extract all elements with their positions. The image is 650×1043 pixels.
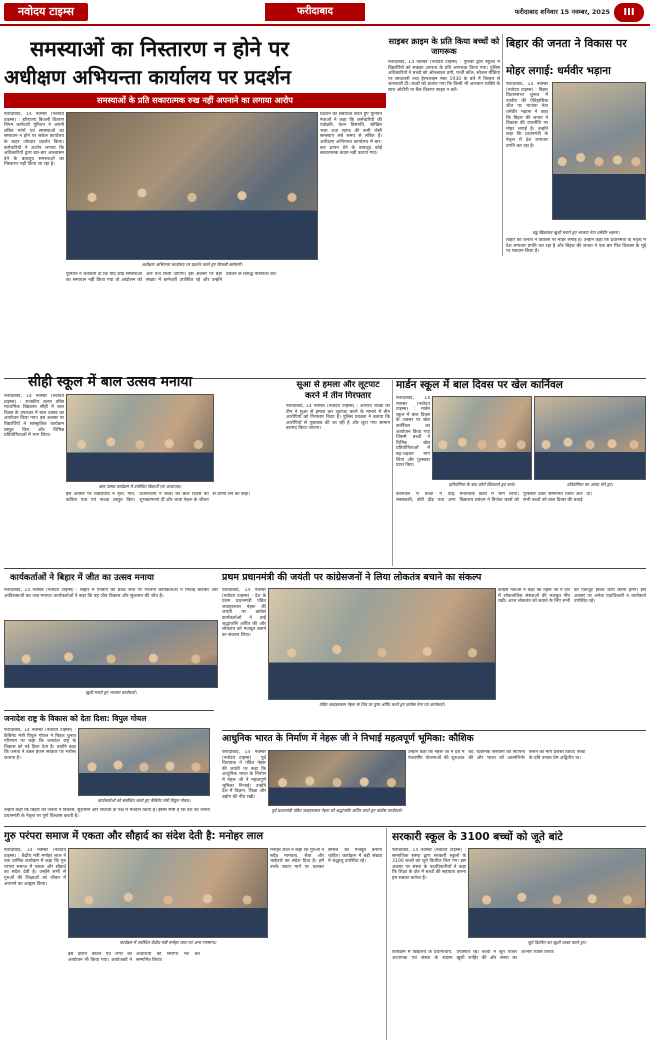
vipul-body-more <box>4 808 210 824</box>
top-headline-2: अधीक्षण अभियन्ता कार्यालय पर प्रदर्शन <box>4 65 291 89</box>
top-strap: समस्याओं के प्रति सकारात्मक रुख नहीं अपनाने का लगाया आरोप <box>4 93 386 108</box>
modern-body: फरीदाबाद, 14 नवम्बर (नवोदय टाइम्स) : मार्डन स्कूल में बाल दिवस के अवसर पर खेल कार्निवल का आयोजन किया गया जिसमें बच्चों ने विभिन्न खेल प्रतियोगिताओं में बढ़-चढ़कर भाग लिया और पुरस्कार प्राप्त किए। <box>396 396 430 469</box>
bihar-caption: लड्डू खिलाकर खुशी मनाते हुए भाजपा नेता धर्मवीर भड़ाना। <box>532 230 620 235</box>
shoes-body: फरीदाबाद, 14 नवम्बर (नवोदय टाइम्स) : सामाजिक संस्था द्वारा सरकारी स्कूलों के 3100 बच्चों को जूते वितरित किए गए। इस अवसर पर संस्था के पदाधिकारियों ने कहा कि शिक्षा के क्षेत्र में बच्चों की सहायता करना हम सबका कर्तव्य है। <box>392 848 466 881</box>
nehru-photo <box>268 750 406 806</box>
attack-headline-b: करने में तीन गिरफ्तार <box>304 391 371 401</box>
top-story-body-3: यूनियन ने चेतावनी दी कि यदि शीघ्र समस्याओं का समाधान नहीं किया गया तो आंदोलन को और तेज किया जाएगा। इस अवसर पर बड़ी संख्या में कर्मचारी उपस्थित रहे और उन्होंने प्रबंधन के विरुद्ध नारेबाजी की। <box>66 272 277 283</box>
nehru-headline: आधुनिक भारत के निर्माण में नेहरू जी ने निभाई महत्वपूर्ण भूमिका: कौशिक <box>222 733 474 744</box>
modern-photo-2 <box>534 396 646 480</box>
students-group <box>67 429 213 481</box>
top-headline-1: समस्याओं का निस्तारण न होने पर <box>30 37 289 61</box>
cyber-headline: साइबर क्राइम के प्रति किया बच्चों को जागरूक <box>388 36 500 56</box>
top-story-body-2: प्रदर्शन को संबोधित करते हुए यूनियन नेताओं ने कहा कि कर्मचारियों की पदोन्नति, वेतन विसंगति, जोखिम भत्ता तथा स्टाफ की कमी जैसी समस्याएं लंबे समय से लंबित हैं। अधीक्षण अभियन्ता कार्यालय में बार-बार ज्ञापन देने के बावजूद कोई सकारात्मक कदम नहीं उठाया गया। <box>320 112 382 157</box>
guru-body: फरीदाबाद, 14 नवम्बर (नवोदय टाइम्स) : केंद्रीय मंत्री मनोहर लाल ने एक धार्मिक कार्यक्रम में कहा कि गुरु परंपरा समाज में एकता और सौहार्द का संदेश देती है। उन्होंने सभी से गुरुओं की शिक्षाओं को जीवन में अपनाने का आह्वान किया। <box>4 848 66 887</box>
attack-headline-a: सूआ से हमला और लूटपाट <box>296 380 380 390</box>
guru-caption: कार्यक्रम में उपस्थित केंद्रीय मंत्री मनोहर लाल एवं अन्य गणमान्य। <box>119 940 217 945</box>
congress-body: फरीदाबाद, 14 नवम्बर (नवोदय टाइम्स) : देश के प्रथम प्रधानमंत्री पंडित जवाहरलाल नेहरू की जयंती पर कांग्रेस कार्यकर्ताओं ने उन्हें श्रद्धांजलि अर्पित की और लोकतंत्र को मजबूत बनाने का संकल्प लिया। <box>222 588 266 638</box>
top-story-photo <box>66 112 318 260</box>
vipul-caption: कार्यकर्ताओं को संबोधित करते हुए कैबिनेट मंत्री विपुल गोयल। <box>97 798 191 803</box>
masthead <box>0 0 650 26</box>
workers-headline: कार्यकर्ताओं ने बिहार में जीत का उत्सव मनाया <box>10 573 155 583</box>
top-story-caption: अधीक्षण अभियन्ता कार्यालय पर प्रदर्शन करते हुए बिजली कर्मचारी। <box>141 262 243 267</box>
students-with-shoes <box>469 884 645 937</box>
guru-headline: गुरु परंपरा समाज में एकता और सौहार्द का संदेश देती है: मनोहर लाल <box>4 831 264 842</box>
brand-logo <box>4 3 88 21</box>
children-group <box>433 430 531 479</box>
shoes-headline: सरकारी स्कूल के 3100 बच्चों को जूते बांटे <box>392 831 563 843</box>
bihar-body: फरीदाबाद, 14 नवम्बर (नवोदय टाइम्स) : बिहार विधानसभा चुनाव में एनडीए की ऐतिहासिक जीत पर भाजपा नेता धर्मवीर भड़ाना ने कहा कि बिहार की जनता ने विकास की राजनीति पर मोहर लगाई है। उन्होंने कहा कि प्रधानमंत्री के नेतृत्व में देश लगातार प्रगति कर रहा है। <box>506 82 548 149</box>
protest-crowd <box>67 171 317 259</box>
vipul-photo <box>78 728 210 796</box>
congress-body-more <box>498 588 646 728</box>
bihar-headline-1: बिहार की जनता ने विकास पर <box>506 37 627 50</box>
minister-with-supporters <box>79 755 209 795</box>
shoes-caption: जूते वितरित कर खुशी व्यक्त करते हुए। <box>527 940 587 945</box>
congress-photo <box>268 588 496 700</box>
nehru-body: फरीदाबाद, 14 नवम्बर (नवोदय टाइम्स) : पूर्व विधायक ने पंडित नेहरू की जयंती पर कहा कि आधुनिक भारत के निर्माण में नेहरू जी ने महत्वपूर्ण भूमिका निभाई। उन्होंने देश में विज्ञान, शिक्षा और उद्योग की नींव रखी। <box>222 750 266 800</box>
guru-body-more <box>270 848 382 1038</box>
modern-headline: मार्डन स्कूल में बाल दिवस पर खेल कार्निवल <box>396 379 563 391</box>
edition-label: फरीदाबाद <box>265 3 365 21</box>
congress-caption: पंडित जवाहरलाल नेहरू के चित्र पर पुष्प अर्पित करते हुए कांग्रेस नेता एवं कार्यकर्ता। <box>319 702 445 707</box>
shoes-photo <box>468 848 646 938</box>
congress-headline: प्रथम प्रधानमंत्री की जयंती पर कांग्रेसजनों ने लिया लोकतंत्र बचाने का संकल्प <box>222 572 482 583</box>
school-body: फरीदाबाद, 14 नवम्बर (नवोदय टाइम्स) : राजकीय कन्या वरिष्ठ माध्यमिक विद्यालय सीही में बाल दिवस के उपलक्ष्य में बाल उत्सव का आयोजन किया गया। इस अवसर पर विद्यार्थियों ने सांस्कृतिक कार्यक्रम प्रस्तुत किए और विभिन्न प्रतियोगिताओं में भाग लिया। <box>4 394 64 439</box>
shoes-body-more <box>392 950 646 1038</box>
workers-photo <box>4 620 218 688</box>
religious-gathering <box>69 884 267 937</box>
nehru-body-more <box>408 750 646 822</box>
workers-group <box>5 647 217 687</box>
school-body-more <box>66 492 282 564</box>
school-caption: बाल उत्सव कार्यक्रम में उपस्थित विद्यार्थी एवं अध्यापक। <box>98 484 182 489</box>
date-line: फरीदाबाद शनिवार 15 नवम्बर, 2025 <box>514 8 610 16</box>
workers-body: फरीदाबाद, 14 नवम्बर (नवोदय टाइम्स) : बिहार में एनडीए की प्रचंड जीत पर भाजपा कार्यकर्ताओं ने मिठाई बांटकर और आतिशबाजी कर जश्न मनाया। कार्यकर्ताओं ने कहा कि यह जीत विकास और सुशासन की जीत है। <box>4 588 218 599</box>
bihar-headline-2: मोहर लगाई: धर्मवीर भड़ाना <box>506 65 611 77</box>
modern-photo-1 <box>432 396 532 480</box>
congress-workers <box>269 633 495 699</box>
vipul-headline: जनादेश राष्ट्र के विकास को देता दिशा: विपुल गोयल <box>4 714 147 723</box>
guru-photo <box>68 848 268 938</box>
top-story-body-1: फरीदाबाद, 14 नवम्बर (नवोदय टाइम्स) : हरियाणा बिजली वितरण निगम कर्मचारी यूनियन ने अपनी लंबित मांगों एवं समस्याओं का समाधान न होने पर सर्कल कार्यालय के बाहर जोरदार प्रदर्शन किया। कर्मचारियों ने आरोप लगाया कि अधिकारियों द्वारा बार-बार आश्वासन देने के बावजूद समस्याओं का निस्तारण नहीं किया जा रहा है। <box>4 112 64 168</box>
modern-body-more <box>396 492 646 564</box>
bihar-photo <box>552 82 646 220</box>
tribute-group <box>269 773 405 805</box>
attack-body: फरीदाबाद, 14 नवम्बर (नवोदय टाइम्स) : अपराध शाखा की टीम ने सूआ से हमला कर लूटपाट करने के मामले में तीन आरोपियों को गिरफ्तार किया है। पुलिस प्रवक्ता ने बताया कि आरोपियों से पूछताछ की जा रही है और लूटा गया सामान बरामद किया जाएगा। <box>286 404 390 432</box>
leaders-group <box>553 137 645 219</box>
children-playing <box>535 430 645 479</box>
workers-caption: खुशी मनाते हुए भाजपा कार्यकर्ता। <box>85 690 137 695</box>
vipul-body: फरीदाबाद, 14 नवम्बर (नवोदय टाइम्स) : कैबिनेट मंत्री विपुल गोयल ने बिहार चुनाव परिणाम पर कहा कि जनादेश राष्ट्र के विकास को नई दिशा देता है। उन्होंने कहा कि जनता ने डबल इंजन सरकार पर भरोसा जताया है। <box>4 728 76 761</box>
attack-story <box>286 380 390 560</box>
nehru-caption: पूर्व प्रधानमंत्री पंडित जवाहरलाल नेहरू को श्रद्धांजलि अर्पित करते हुए कांग्रेस कार्यकर्ता। <box>271 808 403 813</box>
page-number: III <box>614 3 644 22</box>
guru-body-lower <box>68 952 268 1038</box>
brand-name: नवोदय टाइम्स <box>18 5 74 18</box>
bihar-body-more <box>506 238 646 258</box>
modern-caption-1: प्रतियोगिता के बाद फोटो खिंचवाते हुए बच्चे। <box>448 482 516 487</box>
school-photo <box>66 394 214 482</box>
modern-caption-2: प्रतियोगिता का आनंद लेते हुए। <box>566 482 614 487</box>
cyber-body: फरीदाबाद, 14 नवम्बर (नवोदय टाइम्स) : पुलिस द्वारा स्कूलों में विद्यार्थियों को साइबर अपराध के प्रति जागरूक किया गया। पुलिस अधिकारियों ने बच्चों को ऑनलाइन ठगी, फर्जी कॉल, सोशल मीडिया पर सावधानी तथा हेल्पलाइन नंबर 1930 के बारे में विस्तार से जानकारी दी। बच्चों को बताया गया कि किसी भी अनजान व्यक्ति के साथ ओटीपी या बैंक विवरण साझा न करें। <box>388 60 500 93</box>
school-headline: सीही स्कूल में बाल उत्सव मनाया <box>28 374 193 390</box>
